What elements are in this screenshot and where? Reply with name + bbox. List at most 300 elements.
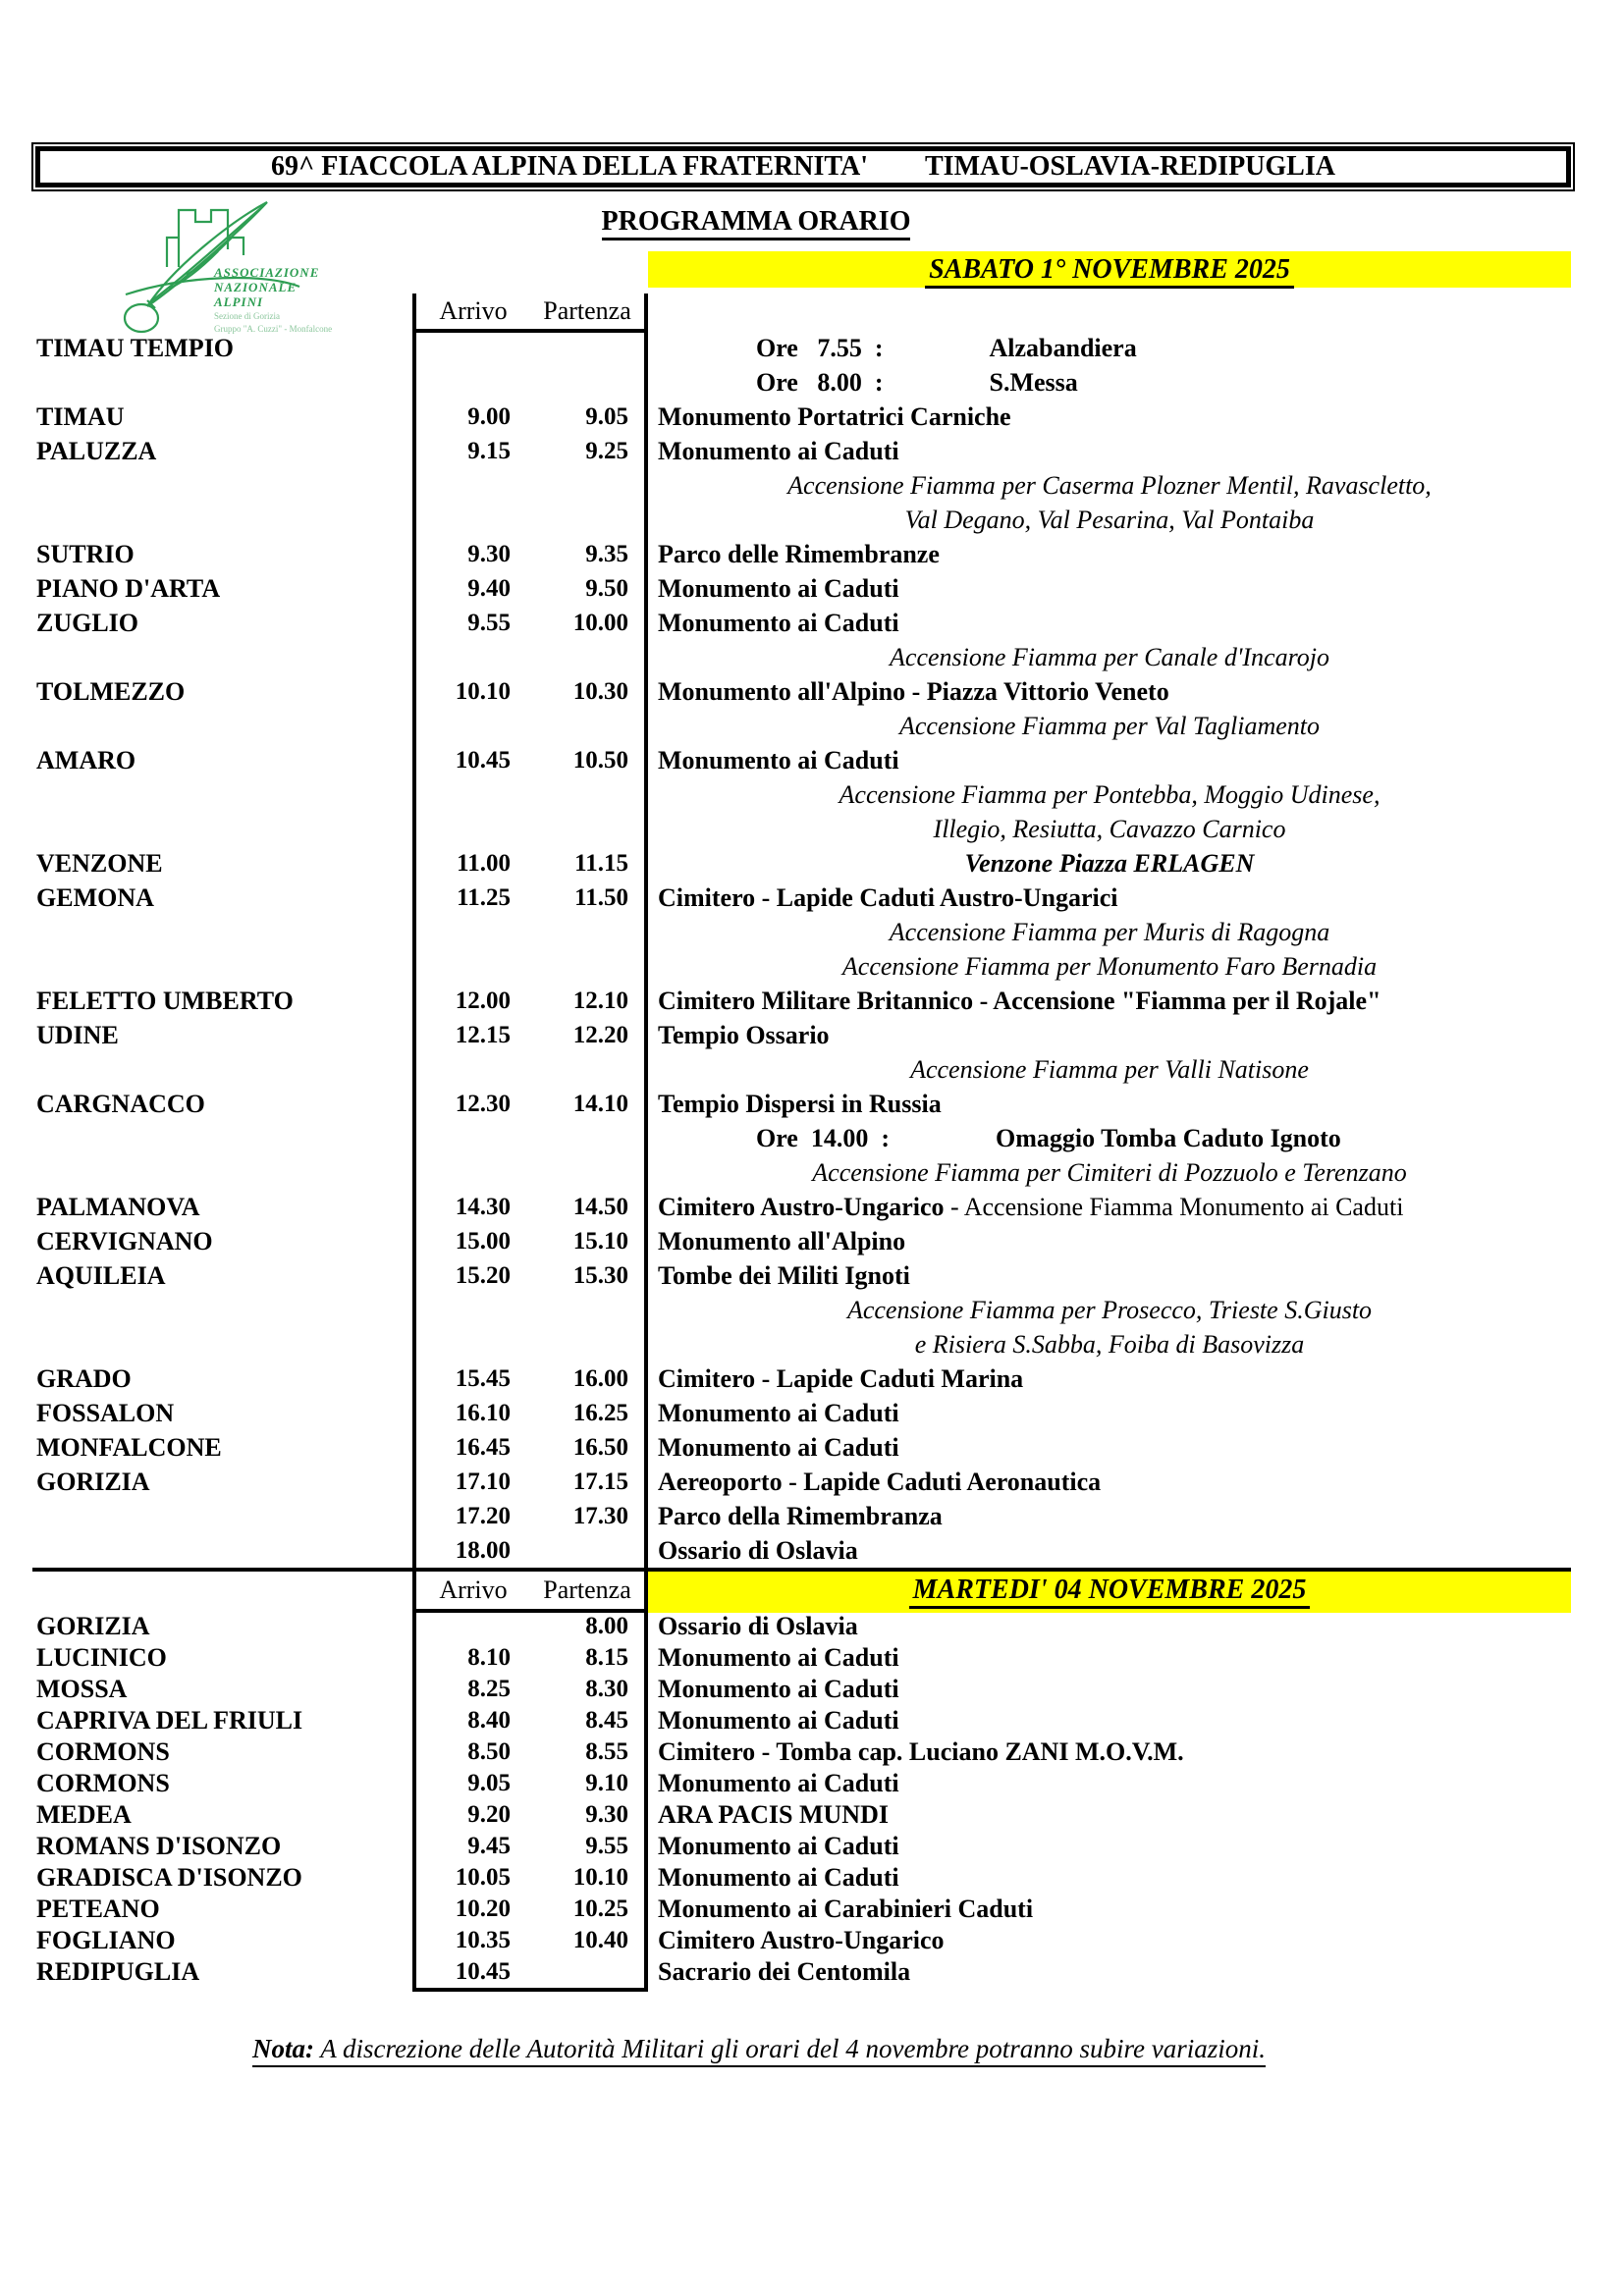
table-row: [32, 1224, 1571, 1258]
times-cell: [412, 1327, 648, 1362]
table-row: [32, 606, 1571, 640]
table-row: [32, 1705, 1571, 1736]
arrivo-value: 8.10: [467, 1644, 511, 1671]
location-cell: [32, 949, 412, 984]
table-row: [32, 1052, 1571, 1087]
description-cell: Sacrario dei Centomila: [658, 1957, 911, 1986]
description-cell: Monumento ai Caduti: [658, 609, 899, 637]
times-cell: [412, 434, 648, 468]
arrivo-value: 9.30: [467, 541, 511, 567]
description-regular: - Accensione Fiamma Monumento ai Caduti: [944, 1193, 1404, 1221]
location-cell: [32, 468, 412, 503]
description-cell: Monumento all'Alpino: [658, 1227, 906, 1255]
table-row: [32, 1121, 1571, 1155]
times-cell: [412, 537, 648, 571]
description-cell: Monumento ai Caduti: [658, 1399, 899, 1427]
column-header-row-2: [32, 1572, 1571, 1611]
partenza-value: 9.30: [585, 1801, 628, 1828]
description-cell: Accensione Fiamma per Monumento Faro Bernadia: [841, 952, 1378, 981]
partenza-value: [534, 777, 644, 812]
arrivo-value: 9.15: [467, 438, 511, 464]
location-cell: LUCINICO: [36, 1643, 167, 1672]
document-title-right: TIMAU-OSLAVIA-REDIPUGLIA: [925, 151, 1335, 182]
arrivo-value: 8.40: [467, 1707, 511, 1734]
times-cell: [412, 1258, 648, 1293]
arrivo-value: 11.00: [457, 850, 511, 877]
table-row: [32, 1894, 1571, 1925]
arrivo-value: [416, 709, 534, 743]
location-cell: MONFALCONE: [36, 1433, 222, 1462]
times-cell: [412, 1736, 648, 1768]
times-cell: [412, 1362, 648, 1396]
partenza-value: [534, 1327, 644, 1362]
arrivo-value: 18.00: [455, 1537, 511, 1564]
date-banner-sabato: [648, 251, 1571, 288]
partenza-value: 16.00: [572, 1365, 628, 1392]
partenza-value: [534, 915, 644, 949]
location-cell: PALUZZA: [36, 437, 157, 465]
times-cell: [412, 743, 648, 777]
table-row: [32, 674, 1571, 709]
column-header-spacer-2: [32, 1572, 412, 1613]
description-cell: Ossario di Oslavia: [658, 1536, 858, 1565]
arrivo-value: 10.45: [455, 747, 511, 774]
logo-org-line3: ALPINI: [214, 294, 264, 309]
table-row: [32, 1799, 1571, 1831]
table-row: [32, 1533, 1571, 1568]
table-row: [32, 1642, 1571, 1674]
times-cell: [412, 1052, 648, 1087]
description-cell: Venzone Piazza ERLAGEN: [964, 849, 1255, 878]
times-cell: [412, 1190, 648, 1224]
location-cell: [32, 915, 412, 949]
arrivo-value: [416, 1155, 534, 1190]
description-cell: Accensione Fiamma per Pontebba, Moggio Udinese,: [839, 780, 1380, 809]
timetable-rows-sabato: [32, 331, 1571, 1568]
column-header-spacer: [32, 294, 412, 333]
column-header-row: [32, 294, 1571, 331]
description-cell: Accensione Fiamma per Valli Natisone: [910, 1055, 1309, 1084]
times-cell: [412, 400, 648, 434]
description-cell: Monumento ai Caduti: [658, 1769, 899, 1797]
partenza-value: 10.40: [572, 1927, 628, 1953]
arrivo-value: 9.05: [467, 1770, 511, 1796]
partenza-value: 15.10: [572, 1228, 628, 1255]
table-row: [32, 1155, 1571, 1190]
times-cell: [412, 1533, 648, 1568]
arrivo-value: [416, 915, 534, 949]
location-cell: MEDEA: [36, 1800, 132, 1829]
section-sabato: [32, 251, 1571, 1568]
times-cell: [412, 846, 648, 881]
table-row: [32, 777, 1571, 812]
times-cell: [412, 1611, 648, 1642]
partenza-value: [534, 1293, 644, 1327]
arrivo-value: 12.00: [455, 988, 511, 1014]
table-row: [32, 1327, 1571, 1362]
table-row: [32, 881, 1571, 915]
description-cell: Illegio, Resiutta, Cavazzo Carnico: [933, 815, 1286, 843]
arrivo-column-header: Arrivo: [439, 296, 508, 325]
description-cell: Cimitero - Tomba cap. Luciano ZANI M.O.V.M.: [658, 1737, 1184, 1766]
partenza-value: [534, 1533, 644, 1568]
partenza-value: [534, 503, 644, 537]
arrivo-value: 11.25: [457, 884, 511, 911]
date-banner-martedi: [648, 1572, 1571, 1613]
partenza-value: 9.10: [585, 1770, 628, 1796]
table-row: [32, 1190, 1571, 1224]
arrivo-value: [416, 812, 534, 846]
description-cell: Monumento ai Caduti: [658, 574, 899, 603]
arrivo-value: 10.20: [455, 1896, 511, 1922]
description-cell: Accensione Fiamma per Canale d'Incarojo: [890, 643, 1329, 671]
times-cell: [412, 1956, 648, 1988]
table-row: [32, 1499, 1571, 1533]
location-cell: [32, 1293, 412, 1327]
times-cell: [412, 640, 648, 674]
location-cell: REDIPUGLIA: [36, 1957, 200, 1986]
ore-time: Ore 7.55 :: [756, 334, 884, 362]
description-cell: e Risiera S.Sabba, Foiba di Basovizza: [914, 1330, 1305, 1359]
logo-sub-line1: Sezione di Gorizia: [214, 311, 280, 321]
table-row: [32, 400, 1571, 434]
description-cell: Cimitero Austro-Ungarico: [658, 1926, 945, 1954]
location-cell: [32, 1499, 412, 1533]
partenza-value: 11.50: [574, 884, 628, 911]
partenza-value: [534, 1052, 644, 1087]
location-cell: [32, 1533, 412, 1568]
location-cell: CARGNACCO: [36, 1090, 205, 1118]
table-row: [32, 1018, 1571, 1052]
logo-org-line1: ASSOCIAZIONE: [214, 265, 320, 280]
arrivo-value: [416, 1327, 534, 1362]
description-cell: Monumento Portatrici Carniche: [658, 402, 1011, 431]
table-row: [32, 1736, 1571, 1768]
times-cell: [412, 1894, 648, 1925]
arrivo-value: 15.20: [455, 1262, 511, 1289]
table-row: [32, 331, 1571, 365]
arrivo-value: 8.50: [467, 1738, 511, 1765]
location-cell: [32, 1155, 412, 1190]
description-cell: Parco della Rimembranza: [658, 1502, 943, 1530]
arrivo-value: [416, 640, 534, 674]
description-cell: Monumento ai Caduti: [658, 1863, 899, 1892]
partenza-value: 9.55: [585, 1833, 628, 1859]
arrivo-value: [416, 331, 534, 365]
description-cell: [648, 365, 1571, 400]
arrivo-value: 17.20: [455, 1503, 511, 1529]
description-cell: Tombe dei Militi Ignoti: [658, 1261, 910, 1290]
description-cell: Monumento ai Caduti: [658, 1433, 899, 1462]
arrivo-value: 16.45: [455, 1434, 511, 1461]
description-cell: Monumento all'Alpino - Piazza Vittorio Veneto: [658, 677, 1169, 706]
partenza-column-header-2: Partenza: [543, 1575, 631, 1604]
partenza-value: 10.00: [572, 610, 628, 636]
description-cell: Accensione Fiamma per Muris di Ragogna: [889, 918, 1330, 946]
times-cell: [412, 1925, 648, 1956]
table-row: [32, 709, 1571, 743]
table-row: [32, 503, 1571, 537]
location-cell: PALMANOVA: [36, 1193, 200, 1221]
times-cell: [412, 1705, 648, 1736]
partenza-value: 8.55: [585, 1738, 628, 1765]
description-cell: ARA PACIS MUNDI: [658, 1800, 889, 1829]
partenza-value: 16.25: [572, 1400, 628, 1426]
description-cell: Monumento ai Carabinieri Caduti: [658, 1895, 1034, 1923]
date-banner-martedi-text: MARTEDI' 04 NOVEMBRE 2025: [909, 1575, 1311, 1609]
description-cell: Monumento ai Caduti: [658, 1643, 899, 1672]
arrivo-value: 10.45: [455, 1958, 511, 1985]
table-row: [32, 1768, 1571, 1799]
footer-note-label: Nota:: [252, 2034, 315, 2063]
times-cell: [412, 503, 648, 537]
location-cell: CORMONS: [36, 1769, 170, 1797]
table-row: [32, 1611, 1571, 1642]
times-cell: [412, 331, 648, 365]
arrivo-value: 15.00: [455, 1228, 511, 1255]
partenza-value: 9.05: [585, 403, 628, 430]
location-cell: VENZONE: [36, 849, 163, 878]
arrivo-value: [416, 1121, 534, 1155]
description-cell: Ossario di Oslavia: [658, 1612, 858, 1640]
arrivo-column-header-2: Arrivo: [439, 1575, 508, 1604]
partenza-value: 10.25: [572, 1896, 628, 1922]
table-row: [32, 1831, 1571, 1862]
description-cell: Monumento ai Caduti: [658, 1832, 899, 1860]
ore-time: Ore 8.00 :: [756, 368, 884, 397]
times-cell: [412, 1465, 648, 1499]
location-cell: CAPRIVA DEL FRIULI: [36, 1706, 303, 1735]
location-cell: PETEANO: [36, 1895, 160, 1923]
times-cell: [412, 812, 648, 846]
partenza-value: 12.20: [572, 1022, 628, 1048]
location-cell: ZUGLIO: [36, 609, 139, 637]
location-cell: GRADISCA D'ISONZO: [36, 1863, 302, 1892]
partenza-value: 8.30: [585, 1676, 628, 1702]
description-cell: [648, 1190, 1571, 1224]
table-row: [32, 743, 1571, 777]
partenza-value: 9.35: [585, 541, 628, 567]
location-cell: UDINE: [36, 1021, 119, 1049]
times-cell: [412, 606, 648, 640]
partenza-value: 16.50: [572, 1434, 628, 1461]
description-cell: Monumento ai Caduti: [658, 1706, 899, 1735]
location-cell: [32, 709, 412, 743]
partenza-value: 12.10: [572, 988, 628, 1014]
table-row: [32, 1087, 1571, 1121]
partenza-value: 9.25: [585, 438, 628, 464]
times-box-bottom-border: [412, 1988, 648, 1992]
partenza-value: 17.30: [572, 1503, 628, 1529]
location-cell: FOSSALON: [36, 1399, 175, 1427]
table-row: [32, 434, 1571, 468]
times-column-header: [412, 294, 648, 333]
arrivo-value: [416, 777, 534, 812]
partenza-value: 14.10: [572, 1091, 628, 1117]
location-cell: FOGLIANO: [36, 1926, 176, 1954]
times-cell: [412, 1121, 648, 1155]
table-row: [32, 1258, 1571, 1293]
column-header-right-spacer: [648, 294, 1571, 333]
table-row: [32, 846, 1571, 881]
arrivo-value: [416, 1052, 534, 1087]
date-banner-sabato-text: SABATO 1° NOVEMBRE 2025: [925, 254, 1294, 289]
arrivo-value: 14.30: [455, 1194, 511, 1220]
location-cell: [32, 1327, 412, 1362]
location-cell: [32, 777, 412, 812]
times-column-header-2: [412, 1572, 648, 1613]
times-cell: [412, 1155, 648, 1190]
partenza-value: [534, 949, 644, 984]
times-cell: [412, 1674, 648, 1705]
table-row: [32, 949, 1571, 984]
location-cell: AQUILEIA: [36, 1261, 166, 1290]
location-cell: GEMONA: [36, 883, 154, 912]
location-cell: [32, 365, 412, 400]
partenza-value: [534, 640, 644, 674]
location-cell: ROMANS D'ISONZO: [36, 1832, 282, 1860]
table-row: [32, 537, 1571, 571]
arrivo-value: 8.25: [467, 1676, 511, 1702]
times-cell: [412, 1831, 648, 1862]
table-row: [32, 1862, 1571, 1894]
location-cell: MOSSA: [36, 1675, 128, 1703]
arrivo-value: 9.00: [467, 403, 511, 430]
location-cell: [32, 1052, 412, 1087]
times-cell: [412, 674, 648, 709]
location-cell: [32, 640, 412, 674]
partenza-value: 17.15: [572, 1468, 628, 1495]
table-row: [32, 1396, 1571, 1430]
arrivo-value: 17.10: [455, 1468, 511, 1495]
table-row: [32, 571, 1571, 606]
location-cell: [32, 812, 412, 846]
table-row: [32, 1430, 1571, 1465]
times-cell: [412, 881, 648, 915]
table-row: [32, 1925, 1571, 1956]
location-cell: TIMAU: [36, 402, 125, 431]
section-martedi: [32, 1568, 1571, 1992]
description-cell: Accensione Fiamma per Val Tagliamento: [899, 712, 1320, 740]
location-cell: CORMONS: [36, 1737, 170, 1766]
arrivo-value: 10.10: [455, 678, 511, 705]
table-row: [32, 640, 1571, 674]
description-cell: Aereoporto - Lapide Caduti Aeronautica: [658, 1468, 1102, 1496]
arrivo-value: 9.40: [467, 575, 511, 602]
arrivo-value: [416, 1611, 534, 1642]
times-cell: [412, 1642, 648, 1674]
description-cell: Accensione Fiamma per Prosecco, Trieste S.Giusto: [846, 1296, 1373, 1324]
description-cell: Monumento ai Caduti: [658, 437, 899, 465]
location-cell: CERVIGNANO: [36, 1227, 213, 1255]
partenza-value: [534, 1155, 644, 1190]
location-cell: [32, 1121, 412, 1155]
location-cell: GORIZIA: [36, 1612, 150, 1640]
ore-label: Omaggio Tomba Caduto Ignoto: [996, 1124, 1341, 1152]
partenza-value: [534, 365, 644, 400]
description-cell: Tempio Ossario: [658, 1021, 830, 1049]
arrivo-value: 9.20: [467, 1801, 511, 1828]
banner-row: [32, 251, 1571, 288]
table-row: [32, 1362, 1571, 1396]
table-row: [32, 1293, 1571, 1327]
description-cell: Parco delle Rimembranze: [658, 540, 940, 568]
arrivo-value: [416, 365, 534, 400]
location-cell: GRADO: [36, 1364, 132, 1393]
times-cell: [412, 1768, 648, 1799]
location-cell: FELETTO UMBERTO: [36, 987, 294, 1015]
arrivo-value: [416, 1293, 534, 1327]
description-cell: Val Degano, Val Pesarina, Val Pontaiba: [904, 506, 1315, 534]
ore-label: Alzabandiera: [989, 334, 1137, 362]
times-cell: [412, 571, 648, 606]
arrivo-value: 10.35: [455, 1927, 511, 1953]
logo-org-line2: NAZIONALE: [214, 280, 298, 294]
partenza-value: [534, 331, 644, 365]
location-cell: SUTRIO: [36, 540, 135, 568]
arrivo-value: 12.30: [455, 1091, 511, 1117]
table-row: [32, 984, 1571, 1018]
partenza-value: [534, 468, 644, 503]
description-cell: Accensione Fiamma per Caserma Plozner Mentil, Ravascletto,: [787, 471, 1432, 500]
table-row: [32, 468, 1571, 503]
arrivo-value: 12.15: [455, 1022, 511, 1048]
partenza-value: 10.30: [572, 678, 628, 705]
arrivo-value: 9.45: [467, 1833, 511, 1859]
times-cell: [412, 777, 648, 812]
partenza-value: [534, 1956, 644, 1988]
arrivo-value: [416, 468, 534, 503]
times-cell: [412, 1018, 648, 1052]
footer-note-body: A discrezione delle Autorità Militari gli orari del 4 novembre potranno subire variazioni.: [314, 2034, 1266, 2063]
times-cell: [412, 1087, 648, 1121]
arrivo-value: 15.45: [455, 1365, 511, 1392]
description-cell: [648, 1121, 1571, 1155]
document-title-left: 69^ FIACCOLA ALPINA DELLA FRATERNITA': [271, 151, 868, 182]
partenza-value: [534, 1121, 644, 1155]
description-cell: Accensione Fiamma per Cimiteri di Pozzuolo e Terenzano: [812, 1158, 1407, 1187]
location-cell: AMARO: [36, 746, 136, 774]
table-row: [32, 365, 1571, 400]
table-row: [32, 915, 1571, 949]
page-title-text: PROGRAMMA ORARIO: [602, 206, 911, 240]
arrivo-value: [416, 503, 534, 537]
partenza-value: 10.50: [572, 747, 628, 774]
location-cell: [32, 503, 412, 537]
partenza-value: 10.10: [572, 1864, 628, 1891]
partenza-value: 8.45: [585, 1707, 628, 1734]
partenza-value: 9.50: [585, 575, 628, 602]
partenza-value: [534, 812, 644, 846]
times-cell: [412, 984, 648, 1018]
partenza-value: 14.50: [572, 1194, 628, 1220]
document-title-box: [35, 146, 1571, 187]
times-cell: [412, 1224, 648, 1258]
description-cell: Monumento ai Caduti: [658, 1675, 899, 1703]
partenza-value: [534, 709, 644, 743]
footer-note-text: [252, 2034, 1266, 2067]
description-cell: [648, 331, 1571, 365]
ore-label: S.Messa: [989, 368, 1078, 397]
times-cell: [412, 1862, 648, 1894]
ore-time: Ore 14.00 :: [756, 1124, 890, 1152]
table-row: [32, 1465, 1571, 1499]
times-cell: [412, 709, 648, 743]
times-cell: [412, 1430, 648, 1465]
times-cell: [412, 949, 648, 984]
arrivo-value: 9.55: [467, 610, 511, 636]
page-title: [412, 206, 1100, 238]
